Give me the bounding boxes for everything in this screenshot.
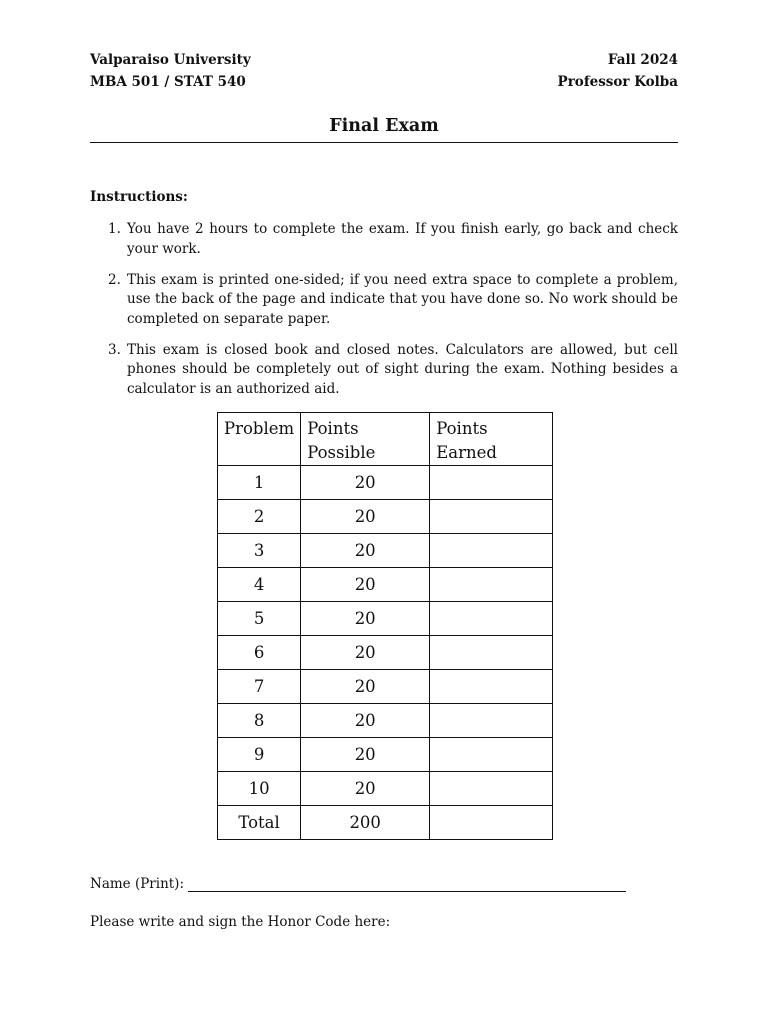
instruction-item [90, 220, 678, 259]
cell-points-possible: 20 [301, 534, 430, 568]
cell-problem: 9 [218, 738, 301, 772]
score-table [217, 412, 553, 840]
cell-points-earned[interactable] [430, 806, 553, 840]
cell-problem: 6 [218, 636, 301, 670]
cell-points-earned[interactable] [430, 670, 553, 704]
instruction-number: 3. [108, 341, 121, 358]
cell-problem: Total [218, 806, 301, 840]
table-row [218, 738, 553, 772]
cell-problem: 1 [218, 466, 301, 500]
title-divider [90, 142, 678, 143]
cell-points-possible: 20 [301, 704, 430, 738]
instruction-text: This exam is closed book and closed notes. Calculators are allowed, but cell phones should be completely out of sight during the exam. Nothing besides a calculator is an authorized aid. [127, 341, 678, 397]
score-table-header [218, 413, 553, 466]
instruction-text: You have 2 hours to complete the exam. If you finish early, go back and check your work. [127, 221, 678, 257]
instructions-list [90, 220, 678, 411]
table-row [218, 806, 553, 840]
instruction-item [90, 341, 678, 400]
instructions-heading: Instructions: [90, 189, 188, 205]
cell-points-possible: 200 [301, 806, 430, 840]
cell-points-earned[interactable] [430, 500, 553, 534]
header-problem: Problem [218, 413, 301, 466]
table-row [218, 466, 553, 500]
table-row [218, 772, 553, 806]
cell-points-earned[interactable] [430, 636, 553, 670]
table-row [218, 636, 553, 670]
instruction-text: This exam is printed one-sided; if you need extra space to complete a problem, use the back of the page and indicate that you have done so. No work should be completed on separate paper. [127, 271, 678, 327]
instruction-number: 1. [108, 221, 121, 237]
cell-points-possible: 20 [301, 500, 430, 534]
cell-points-possible: 20 [301, 772, 430, 806]
professor-name: Professor Kolba [557, 74, 678, 90]
cell-points-earned[interactable] [430, 772, 553, 806]
cell-problem: 10 [218, 772, 301, 806]
honor-code-prompt: Please write and sign the Honor Code here: [90, 914, 391, 930]
cell-points-earned[interactable] [430, 568, 553, 602]
cell-points-possible: 20 [301, 602, 430, 636]
university-name: Valparaiso University [90, 52, 251, 68]
cell-points-possible: 20 [301, 466, 430, 500]
table-row [218, 568, 553, 602]
score-table-body [218, 466, 553, 840]
header-row-2 [90, 74, 678, 90]
cell-points-possible: 20 [301, 636, 430, 670]
cell-problem: 8 [218, 704, 301, 738]
cell-problem: 4 [218, 568, 301, 602]
cell-problem: 7 [218, 670, 301, 704]
table-row [218, 670, 553, 704]
term: Fall 2024 [607, 52, 678, 68]
cell-points-earned[interactable] [430, 602, 553, 636]
cell-points-earned[interactable] [430, 534, 553, 568]
table-row [218, 704, 553, 738]
cell-problem: 5 [218, 602, 301, 636]
instruction-number: 2. [108, 271, 121, 288]
cell-points-earned[interactable] [430, 466, 553, 500]
instruction-item [90, 271, 678, 330]
name-label: Name (Print): [90, 876, 184, 892]
header-row-1 [90, 52, 678, 68]
course-code: MBA 501 / STAT 540 [90, 74, 246, 90]
cell-points-possible: 20 [301, 670, 430, 704]
name-write-line[interactable] [188, 877, 626, 892]
page-title: Final Exam [329, 116, 439, 136]
cell-problem: 3 [218, 534, 301, 568]
cell-points-earned[interactable] [430, 704, 553, 738]
table-row [218, 602, 553, 636]
name-field [90, 876, 626, 892]
table-row [218, 500, 553, 534]
header-points-earned: Points Earned [430, 413, 553, 466]
table-row [218, 534, 553, 568]
cell-problem: 2 [218, 500, 301, 534]
header-points-possible: Points Possible [301, 413, 430, 466]
cell-points-earned[interactable] [430, 738, 553, 772]
cell-points-possible: 20 [301, 568, 430, 602]
cell-points-possible: 20 [301, 738, 430, 772]
